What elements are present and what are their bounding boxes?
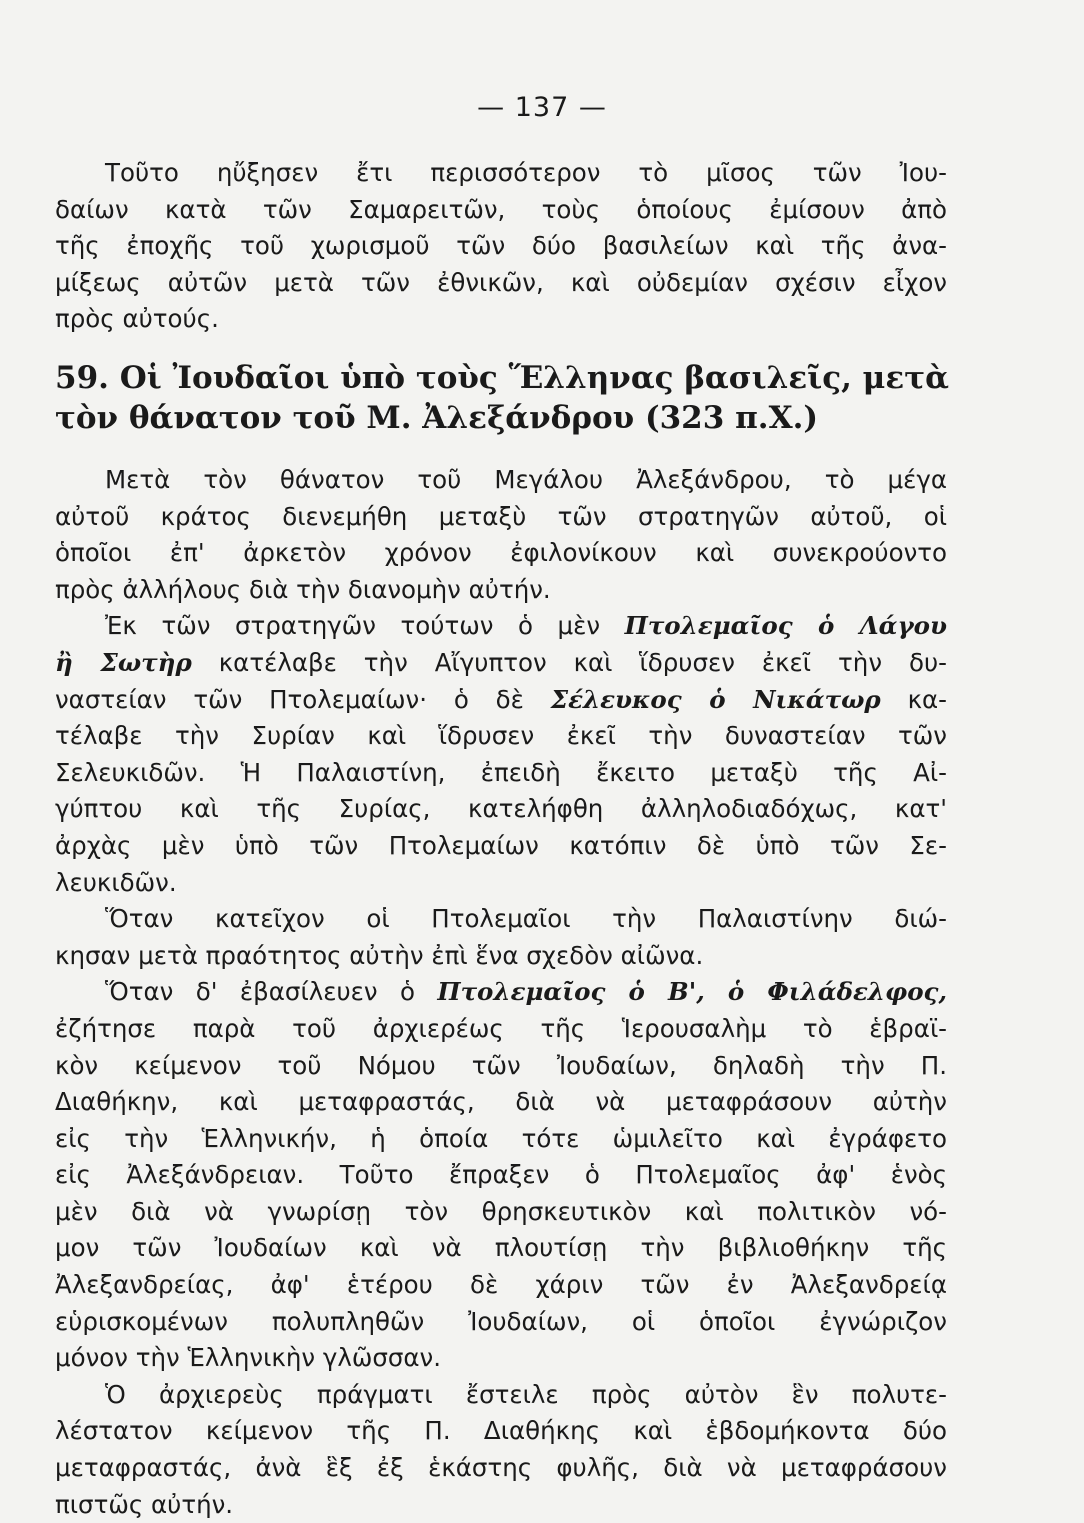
text-line: λέστατον κείμενον τῆς Π. Διαθήκης καὶ ἑβδομήκοντα δύο xyxy=(55,1416,947,1446)
text-line: Διαθήκην, καὶ μεταφραστάς, διὰ νὰ μεταφράσουν αὐτὴν xyxy=(55,1087,947,1117)
text-line xyxy=(55,974,947,1011)
text-run: κατέλαβε τὴν Αἴγυπτον καὶ ἵδρυσεν ἐκεῖ τὴν δυ- xyxy=(218,647,947,677)
emphasis-name: Πτολεμαῖος ὁ Β', ὁ Φιλάδελφος, xyxy=(437,977,947,1007)
text-line: λευκιδῶν. xyxy=(55,867,177,897)
text-line: Τοῦτο ηὔξησεν ἔτι περισσότερον τὸ μῖσος τῶν Ἰου- xyxy=(105,158,947,187)
text-line: κὸν κείμενον τοῦ Νόμου τῶν Ἰουδαίων, δηλαδὴ τὴν Π. xyxy=(55,1050,947,1080)
text-line xyxy=(55,608,947,645)
text-line: Ἀλεξανδρείας, ἀφ' ἑτέρου δὲ χάριν τῶν ἐν Ἀλεξανδρείᾳ xyxy=(55,1270,947,1300)
page-number: — 137 — xyxy=(477,92,607,123)
section-heading xyxy=(55,358,947,438)
text-line: τῆς ἐποχῆς τοῦ χωρισμοῦ τῶν δύο βασιλείων καὶ τῆς ἀνα- xyxy=(55,231,947,261)
text-line: ἐζήτησε παρὰ τοῦ ἀρχιερέως τῆς Ἱερουσαλὴμ τὸ ἑβραϊ- xyxy=(55,1013,947,1043)
text-line: ὁποῖοι ἐπ' ἀρκετὸν χρόνον ἐφιλονίκουν καὶ συνεκρούοντο xyxy=(55,538,947,568)
emphasis-name: Σέλευκος ὁ Νικάτωρ xyxy=(550,684,881,714)
text-run: κα- xyxy=(907,684,947,714)
heading-line: τὸν θάνατον τοῦ Μ. Ἀλεξάνδρου (323 π.Χ.) xyxy=(55,400,819,436)
text-line: μίξεως αὐτῶν μετὰ τῶν ἐθνικῶν, καὶ οὐδεμίαν σχέσιν εἶχον xyxy=(55,267,947,297)
text-line: γύπτου καὶ τῆς Συρίας, κατελήφθη ἀλληλοδιαδόχως, κατ' xyxy=(55,794,947,824)
text-line: μεταφραστάς, ἀνὰ ἓξ ἐξ ἑκάστης φυλῆς, διὰ νὰ μεταφράσουν xyxy=(55,1453,947,1483)
text-line: εἰς τὴν Ἑλληνικήν, ἡ ὁποία τότε ὡμιλεῖτο καὶ ἐγράφετο xyxy=(55,1123,947,1153)
text-run: Ἐκ τῶν στρατηγῶν τούτων ὁ μὲν xyxy=(105,611,601,641)
heading-line: 59. Οἱ Ἰουδαῖοι ὑπὸ τοὺς Ἕλληνας βασιλεῖς, μετὰ xyxy=(55,360,949,396)
text-line xyxy=(55,682,947,719)
emphasis-name: ἢ Σωτὴρ xyxy=(55,647,192,677)
text-line: πιστῶς αὐτήν. xyxy=(55,1489,234,1519)
text-line: μόνον τὴν Ἑλληνικὴν γλῶσσαν. xyxy=(55,1343,442,1373)
text-line: πρὸς ἀλλήλους διὰ τὴν διανομὴν αὐτήν. xyxy=(55,574,551,604)
text-line: μον τῶν Ἰουδαίων καὶ νὰ πλουτίσῃ τὴν βιβλιοθήκην τῆς xyxy=(55,1233,947,1263)
text-line: Σελευκιδῶν. Ἡ Παλαιστίνη, ἐπειδὴ ἔκειτο μεταξὺ τῆς Αἰ- xyxy=(55,757,947,787)
text-line: πρὸς αὐτούς. xyxy=(55,304,219,334)
text-line: αὐτοῦ κράτος διενεμήθη μεταξὺ τῶν στρατηγῶν αὐτοῦ, οἱ xyxy=(55,501,947,531)
text-line: Ὁ ἀρχιερεὺς πράγματι ἔστειλε πρὸς αὐτὸν ἓν πολυτε- xyxy=(105,1379,947,1409)
text-line xyxy=(55,645,947,682)
text-line: δαίων κατὰ τῶν Σαμαρειτῶν, τοὺς ὁποίους ἐμίσουν ἀπὸ xyxy=(55,194,947,224)
text-run: ναστείαν τῶν Πτολεμαίων· ὁ δὲ xyxy=(55,684,524,714)
text-line: τέλαβε τὴν Συρίαν καὶ ἵδρυσεν ἐκεῖ τὴν δυναστείαν τῶν xyxy=(55,721,947,751)
text-line: εὑρισκομένων πολυπληθῶν Ἰουδαίων, οἱ ὁποῖοι ἐγνώριζον xyxy=(55,1306,947,1336)
text-line: Ὅταν κατεῖχον οἱ Πτολεμαῖοι τὴν Παλαιστίνην διώ- xyxy=(105,904,947,934)
text-line: Μετὰ τὸν θάνατον τοῦ Μεγάλου Ἀλεξάνδρου, τὸ μέγα xyxy=(105,465,947,494)
text-run: Ὅταν δ' ἐβασίλευεν ὁ xyxy=(105,977,415,1007)
paragraph-samaritans xyxy=(55,155,947,338)
text-line: κησαν μετὰ πραότητος αὐτὴν ἐπὶ ἕνα σχεδὸν αἰῶνα. xyxy=(55,940,704,970)
emphasis-name: Πτολεμαῖος ὁ Λάγου xyxy=(624,611,947,641)
text-line: ἀρχὰς μὲν ὑπὸ τῶν Πτολεμαίων κατόπιν δὲ ὑπὸ τῶν Σε- xyxy=(55,830,947,860)
text-line: μὲν διὰ νὰ γνωρίσῃ τὸν θρησκευτικὸν καὶ πολιτικὸν νό- xyxy=(55,1196,947,1226)
body-text xyxy=(55,462,947,1523)
text-line: εἰς Ἀλεξάνδρειαν. Τοῦτο ἔπραξεν ὁ Πτολεμαῖος ἀφ' ἑνὸς xyxy=(55,1160,947,1190)
